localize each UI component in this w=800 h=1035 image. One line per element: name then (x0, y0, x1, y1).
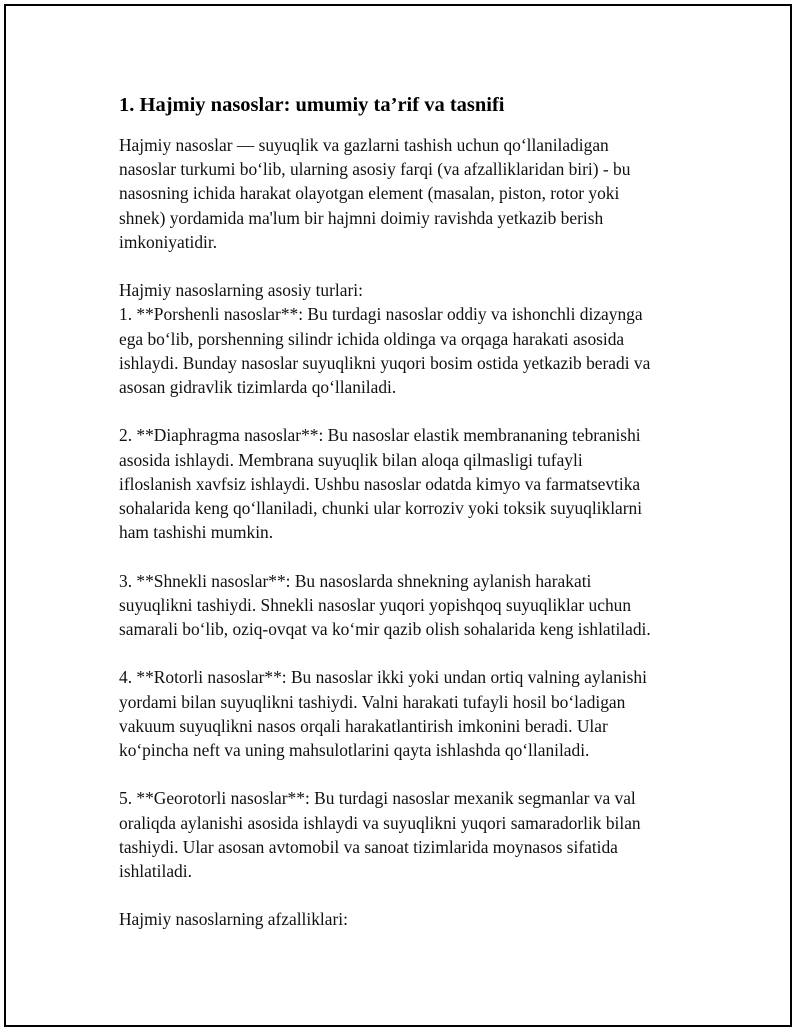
type-item-shnekli: 3. **Shnekli nasoslar**: Bu nasoslarda shnekning aylanish harakati suyuqlikni tashiydi. Shnekli nasoslar yuqori yopishqoq suyuqliklar uchun samarali bo‘lib, oziq-ovqat va ko‘mir qazib olish sohalarida keng ishlatiladi. (119, 570, 651, 640)
intro-paragraph: Hajmiy nasoslar — suyuqlik va gazlarni tashish uchun qo‘llaniladigan nasoslar turkumi bo‘lib, ularning asosiy farqi (va afzalliklaridan biri) - bu nasosning ichida harakat olayotgan element (masalan, piston, rotor yoki shnek) yordamida ma'lum bir hajmni doimiy ravishda yetkazib berish imkoniyatidir. (119, 135, 631, 252)
section-heading: 1. Hajmiy nasoslar: umumiy ta’rif va tasnifi (119, 94, 505, 116)
types-title: Hajmiy nasoslarning asosiy turlari: (119, 280, 363, 301)
type-item-porshenli: 1. **Porshenli nasoslar**: Bu turdagi nasoslar oddiy va ishonchli dizaynga ega bo‘lib, porshenning silindr ichida oldinga va orqaga harakati asosida ishlaydi. Bunday nasoslar suyuqlikni yuqori bosim ostida yetkazib beradi va asosan gidravlik tizimlarda qo‘llaniladi. (119, 304, 651, 398)
document-page (4, 4, 792, 1027)
type-item-georotorli: 5. **Georotorli nasoslar**: Bu turdagi nasoslar mexanik segmanlar va val oraliqda aylanishi asosida ishlaydi va suyuqlikni yuqori samaradorlik bilan tashiydi. Ular asosan avtomobil va sanoat tizimlarida moynasos sifatida ishlatiladi. (119, 788, 641, 882)
type-item-rotorli: 4. **Rotorli nasoslar**: Bu nasoslar ikki yoki undan ortiq valning aylanishi yordami bilan suyuqlikni tashiydi. Valni harakati tufayli hosil bo‘ladigan vakuum suyuqlikni nasos orqali harakatlantirish imkonini beradi. Ular ko‘pincha neft va uning mahsulotlarini qayta ishlashda qo‘llaniladi. (119, 667, 647, 761)
document-content (119, 92, 699, 932)
type-item-diaphragma: 2. **Diaphragma nasoslar**: Bu nasoslar elastik membrananing tebranishi asosida ishlaydi. Membrana suyuqlik bilan aloqa qilmasligi tufayli ifloslanish xavfsiz ishlaydi. Ushbu nasoslar odatda kimyo va farmatsevtika sohalarida keng qo‘llaniladi, chunki ular korroziv yoki toksik suyuqliklarni ham tashishi mumkin. (119, 425, 643, 543)
advantages-title: Hajmiy nasoslarning afzalliklari: (119, 909, 348, 930)
